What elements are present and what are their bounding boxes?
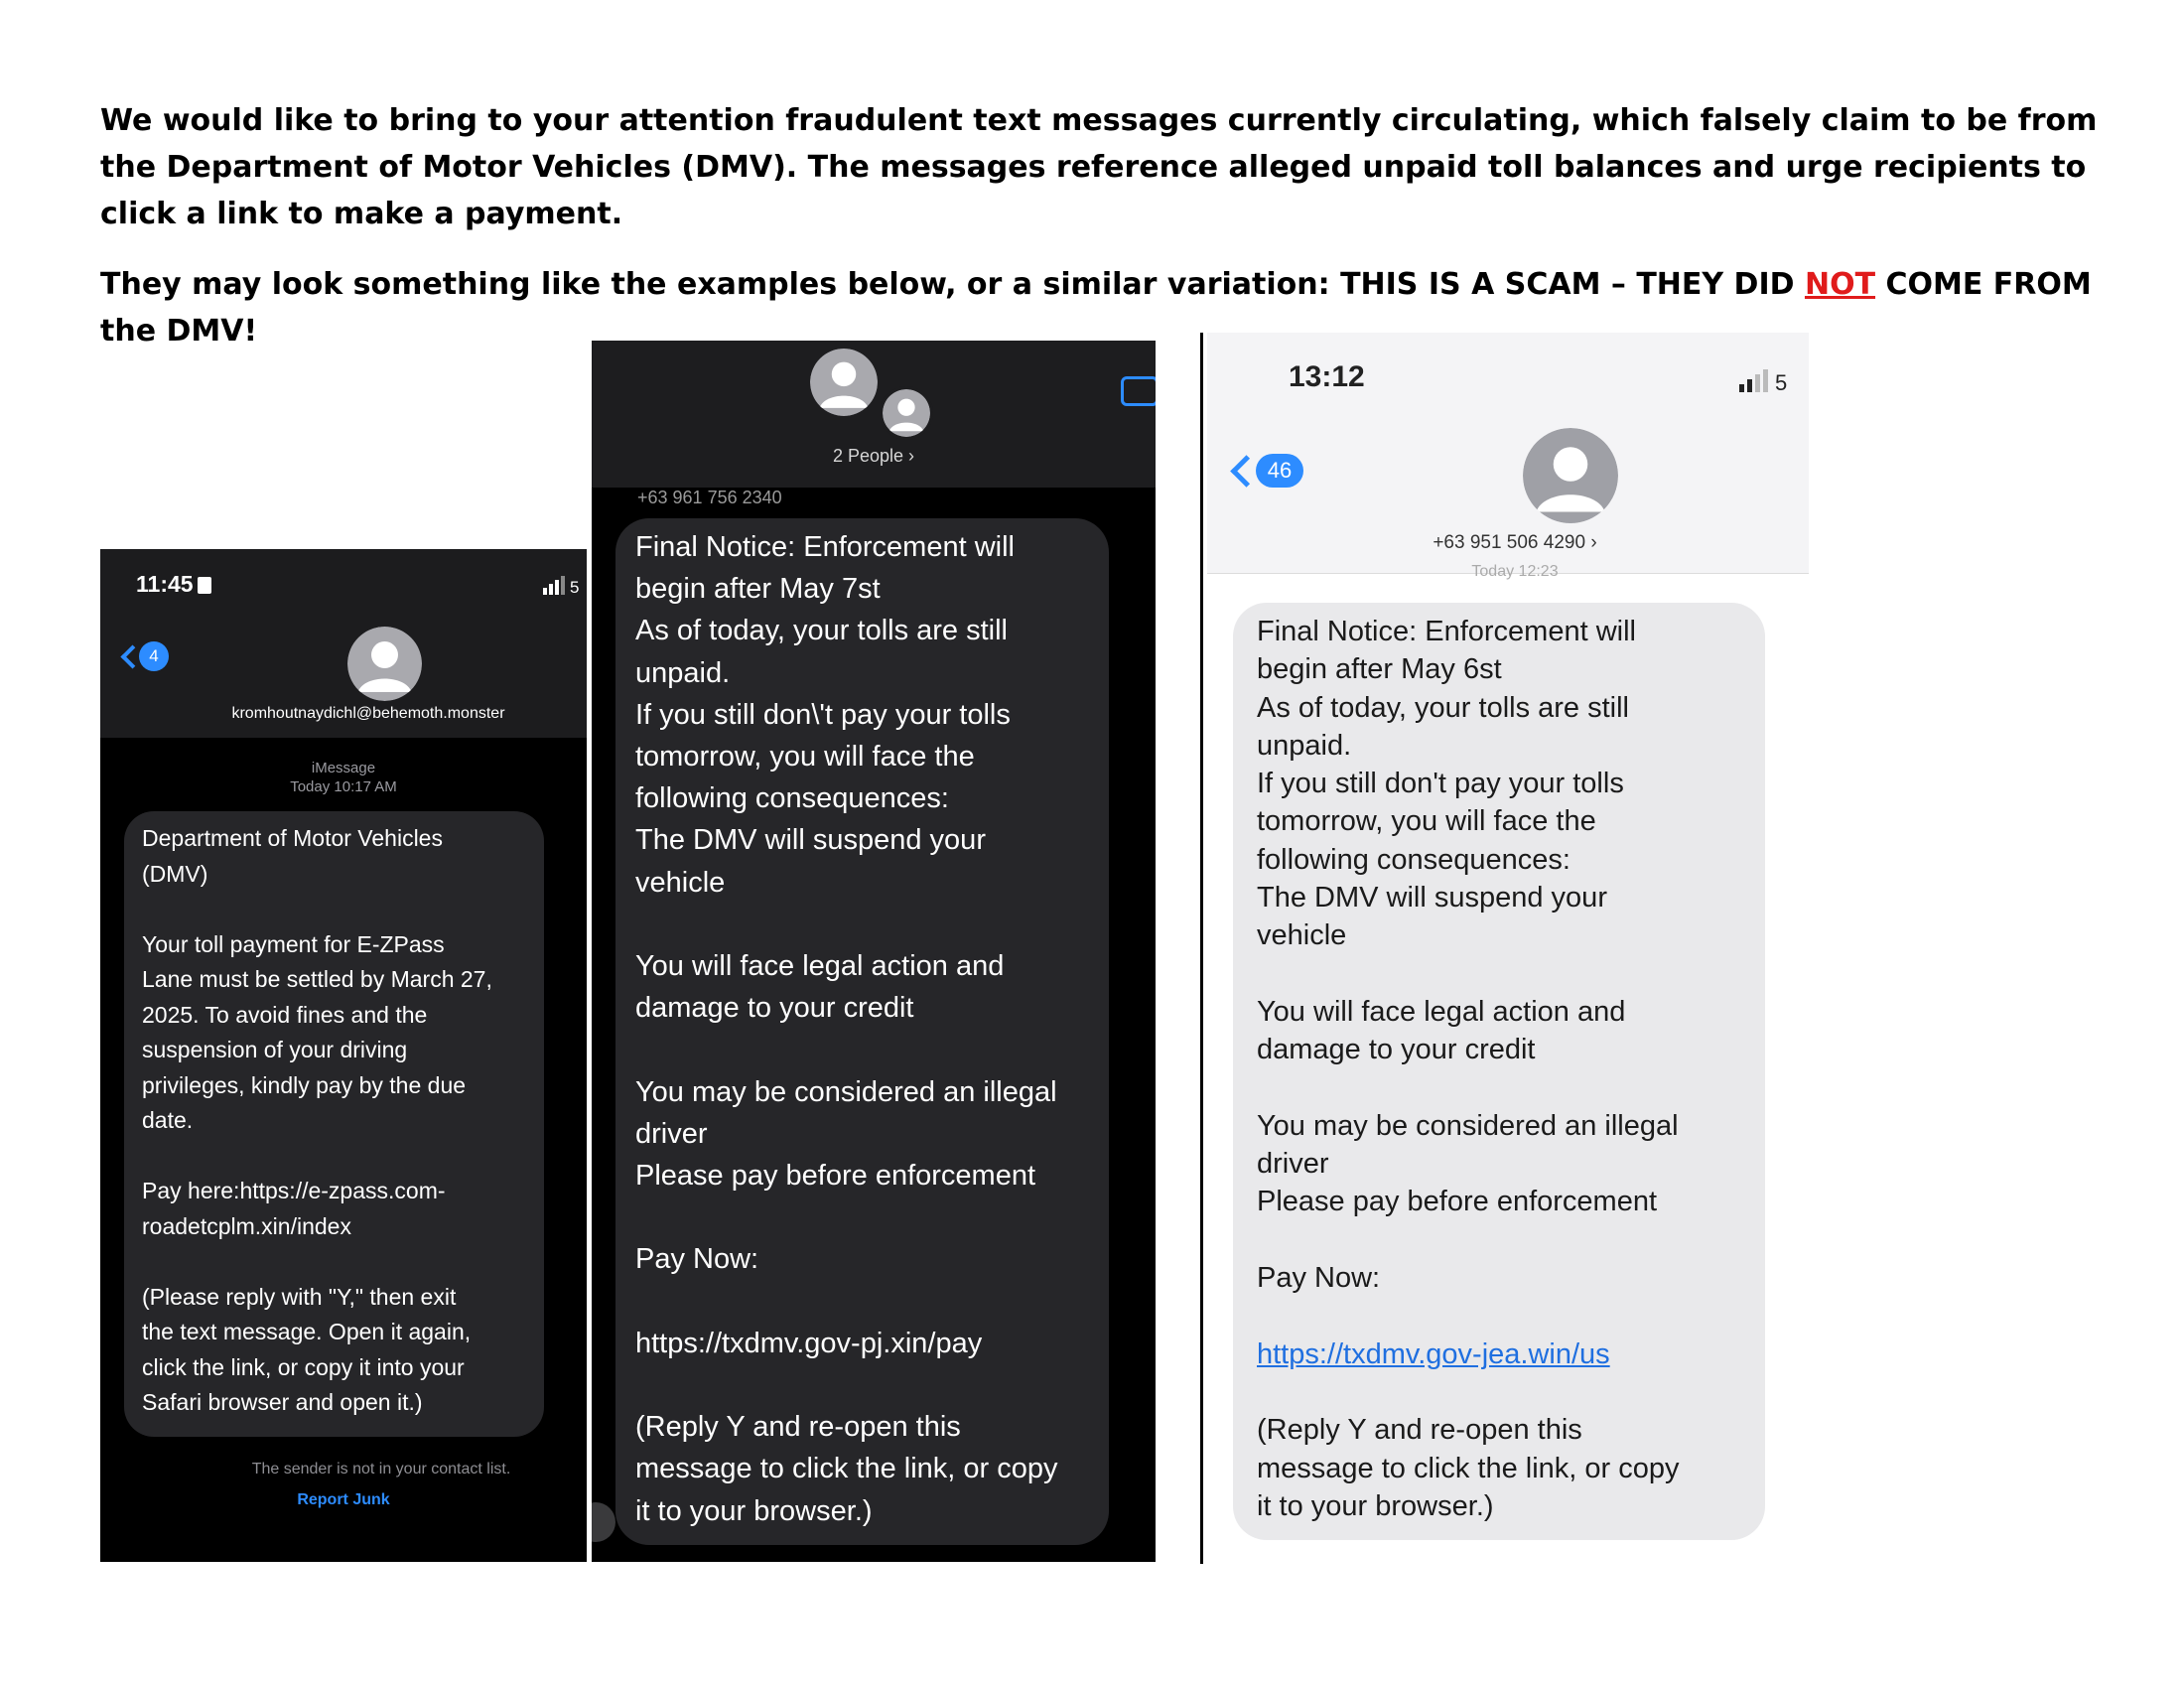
second-avatar-icon [880, 386, 933, 440]
message-body: Final Notice: Enforcement will begin after May 6st As of today, your tolls are still unpaid. If you still don't pay your tolls tomorrow, you will face the following consequences: The DMV will suspend your vehicle You will face legal action and damage to your credit You may be considered an illegal driver Please pay before enforcement Pay Now: [1257, 616, 1679, 1295]
signal-icon [1739, 368, 1809, 392]
intro-paragraph: We would like to bring to your attention fraudulent text messages currently circulating, which falsely claim to be from the Department of Motor Vehicles (DMV). The messages reference alleged unpaid toll balances and urge recipients to click a link to make a payment. [100, 103, 2098, 231]
contact-avatar-icon[interactable] [1523, 428, 1618, 523]
message-bubble: Department of Motor Vehicles (DMV) Your toll payment for E-ZPass Lane must be settled by March 27, 2025. To avoid fines and the suspension of your driving privileges, kindly pay by the due date. Pay here:https://e-zpass.com- roadetcplm.xin/index (Please reply with "Y," then exit the text message. Open it again, click the link, or copy it into your Safari browser and open it.) [124, 811, 544, 1437]
message-bubble: Final Notice: Enforcement will begin after May 7st As of today, your tolls are still unpaid. If you still don\'t pay your tolls tomorrow, you will face the following consequences: The DMV will suspend your vehicle You will face legal action and damage to your credit You may be considered an illegal driver Please pay before enforcement Pay Now: https://txdmv.gov-pj.xin/pay (Reply Y and re-open this message to click the link, or copy it to your browser.) [615, 518, 1109, 1545]
video-call-icon[interactable] [1121, 376, 1156, 406]
status-time: 13:12 [1289, 360, 1365, 393]
back-button[interactable] [1235, 454, 1303, 488]
conversation-header [1207, 333, 1809, 580]
warning-text-after: COME FROM the DMV! [100, 267, 2092, 349]
message-tail: (Reply Y and re-open this message to click the link, or copy it to your browser.) [1257, 1414, 1680, 1522]
report-junk-link[interactable]: Report Junk [297, 1491, 390, 1508]
status-time-text: 11:45 [136, 571, 194, 597]
screenshot-group-message [592, 341, 1156, 1562]
warning-text-before: They may look something like the examples below, or a similar variation: THIS IS A SCAM – THEY DID [100, 267, 1805, 302]
sender-number-text: +63 951 506 4290 [1433, 532, 1586, 553]
group-people-label[interactable] [592, 446, 1156, 467]
not-emphasis: NOT [1804, 267, 1876, 302]
lock-icon [198, 577, 211, 594]
scam-link[interactable]: https://txdmv.gov-jea.win/us [1257, 1337, 1610, 1370]
status-time [136, 571, 211, 598]
svg-text:5: 5 [570, 578, 580, 595]
unread-count-badge: 4 [139, 641, 169, 671]
message-bubble [1233, 603, 1765, 1540]
conversation-header [592, 341, 1156, 488]
sender-address[interactable]: kromhoutnaydichl@behemoth.monster [231, 705, 505, 722]
svg-text:5: 5 [1775, 370, 1788, 392]
chevron-left-icon [1230, 455, 1263, 488]
sender-number[interactable] [1207, 532, 1809, 554]
signal-icon [543, 575, 587, 595]
unknown-sender-note: The sender is not in your contact list. [251, 1461, 511, 1477]
unread-count-badge: 46 [1256, 454, 1303, 488]
contact-avatar-icon [810, 349, 878, 416]
notice-text [100, 97, 2125, 354]
message-timestamp: Today 10:17 AM [290, 778, 397, 795]
conversation-header [100, 549, 587, 738]
sender-avatar-icon [592, 1502, 615, 1542]
chevron-right-icon: › [1590, 532, 1597, 553]
chevron-right-icon: › [908, 446, 915, 466]
screenshot-imessage-ezpass [100, 549, 587, 1562]
service-label: iMessage [311, 760, 376, 776]
divider [1200, 333, 1203, 1564]
screenshot-sms-light [1207, 333, 1809, 1564]
back-button[interactable] [124, 638, 169, 674]
message-meta [100, 759, 587, 796]
group-people-text: 2 People [832, 446, 904, 466]
contact-avatar-icon[interactable] [347, 627, 422, 701]
sender-number: +63 961 756 2340 [637, 488, 782, 507]
message-timestamp: Today 12:23 [1471, 563, 1559, 580]
